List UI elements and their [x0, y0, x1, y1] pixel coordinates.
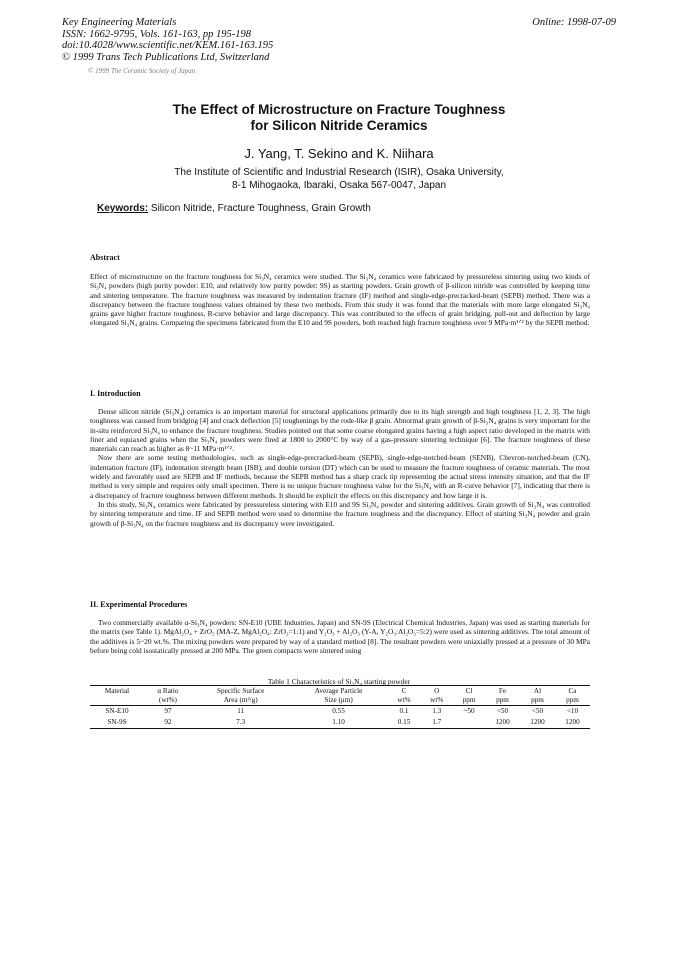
- table-cell: 1.3: [432, 707, 442, 715]
- abstract-text: Effect of microstructure on the fracture toughness for Si₃N₄ ceramics were studied. The Si₃N₄ ceramics were fabricated by pressureless sintering using two kinds of Si₃N₄ powders (high purity powder: E10, and relatively low purity powder: 9S) as starting powders. Grain growth of β-silicon nitride was controlled by keeping time and sintering temperature. The fracture toughness was measured by indentation fracture (IF) method and single-edge-precracked-beam (SEPB) method. There was a discrepancy between the fracture toughness values obtained by these two methods. From this study it was found that the materials with more large elongated Si₃N₄ grains gave higher fracture toughness, R-curve behavior and large discrepancy. This was contributed to the effects of grain bridging, pull-out and deflection by large elongated Si₃N₄ grains. Comparing the specimens fabricated from the E10 and 9S powders, both reached high fracture toughness over 9 MPa·m¹ᐟ² by the SEPB method.: [90, 272, 590, 328]
- table-cell: 1200: [495, 718, 510, 726]
- table-cell: 0.55: [332, 707, 345, 715]
- col-particle-size: Average Particle Size (μm): [314, 687, 363, 704]
- col-c: C wt%: [397, 687, 411, 704]
- table-cell: 92: [164, 718, 172, 726]
- table-cell: 1.7: [432, 718, 442, 726]
- col-alpha-ratio: α Ratio (wt%): [157, 687, 179, 704]
- table-header-row: [90, 686, 590, 706]
- table-cell: SN-E10: [105, 707, 129, 715]
- table-cell: 1200: [565, 718, 580, 726]
- copyright-line: © 1999 Trans Tech Publications Ltd, Switzerland: [62, 51, 270, 63]
- table-cell: SN-9S: [107, 718, 127, 726]
- online-date: Online: 1998-07-09: [532, 17, 616, 28]
- col-cl: Cl ppm: [462, 687, 476, 704]
- table-1: [90, 685, 590, 729]
- table-cell: ~50: [463, 707, 475, 715]
- title-line-2: for Silicon Nitride Ceramics: [250, 118, 428, 133]
- table-cell: 7.3: [236, 718, 246, 726]
- introduction-body: [90, 407, 590, 528]
- intro-paragraph-1: Dense silicon nitride (Si₃N₄) ceramics is an important material for structural applications primarily due to its high strength and high toughness [1, 2, 3]. The high toughness was caused from bridging [4] and crack deflection [5] toughenings by the rode-like β grain. Abnormal grain growth of β-Si₃N₄ grains is very important for the in-situ reinforced Si₃N₄ to enhance the fracture toughness. Studies pointed out that some coarse elongated grains having a high aspect ratio developed in the matrix with finer and equiaxed grains when the Si₃N₄ powders were fired at 1800 to 2000°C by way of a gas-pressure sintering technique [6]. The fracture toughness of these materials can reach as higher as 8~11 MPa·m¹ᐟ².: [90, 407, 590, 454]
- table-cell: 0.1: [399, 707, 409, 715]
- col-specific-surface: Specific Surface Area (m²/g): [217, 687, 265, 704]
- col-o: O wt%: [430, 687, 444, 704]
- intro-paragraph-2: Now there are some testing methodologies, such as single-edge-precracked-beam (SEPB), single-edge-notched-beam (SENB), Chevron-notched-beam (CN), indentation fracture (IF), indentation strength beam (ISB), and double torsion (DT) which can be used to measure the fracture toughness of ceramic materials. The most widely and favorably used are SEPB and IF methods, because the SEPB method has a sharp crack tip representing the actual stress intensity situation, and that the IF method is very simple and requires only small specimen. There is no unique fracture toughness value for the Si₃N₄ with an R-curve behavior [7], indicating that there is a discrepancy of fracture toughness between different methods. It should be explicit the effects on this discrepancy and how large it is.: [90, 453, 590, 500]
- col-material: Material: [104, 687, 130, 695]
- table-cell: 0.15: [397, 718, 411, 726]
- affiliation: [0, 167, 678, 192]
- table-cell: 11: [237, 707, 245, 715]
- affiliation-line-2: 8-1 Mihogaoka, Ibaraki, Osaka 567-0047, Japan: [231, 179, 447, 191]
- col-ca: Ca ppm: [566, 687, 579, 704]
- col-fe: Fe ppm: [496, 687, 509, 704]
- introduction-heading: I. Introduction: [90, 389, 141, 398]
- table-cell: <50: [531, 707, 544, 715]
- table-cell: 1200: [530, 718, 545, 726]
- keywords-label: Keywords:: [97, 203, 149, 214]
- table-row: [90, 706, 590, 718]
- experimental-paragraph-1: Two commercially available α-Si₃N₄ powders: SN-E10 (UBE Industries, Japan) and SN-9S (Electrical Chemical Industries, Japan) was used as starting materials for the matrix (see Table 1). MgAl₂O₄ + ZrO₂ (MA-Z, MgAl₂O₄: ZrO₂=1:1) and Y₂O₃ + Al₂O₃ (Y-A, Y₂O₃:Al₂O₃=5:2) were used as sintering additives. The total amount of the additives is 5~20 wt.%. The mixing powders were prepared by way of a standard method [8]. The resultant powders were uniaxially pressed at a pressure of 30 MPa before being cold isostatically pressed at 200 MPa. The green compacts were sintered using: [90, 618, 590, 655]
- keywords-list: Silicon Nitride, Fracture Toughness, Grain Growth: [150, 203, 371, 214]
- issn-line: ISSN: 1662-9795, Vols. 161-163, pp 195-198: [62, 28, 251, 40]
- col-al: Al ppm: [531, 687, 544, 704]
- journal-header: [62, 17, 273, 63]
- doi-line[interactable]: doi:10.4028/www.scientific.net/KEM.161-163.195: [62, 40, 274, 51]
- table-1-caption: Table 1 Characteristics of Si₃N₄ starting powder: [267, 677, 411, 686]
- table-cell: 97: [164, 707, 172, 715]
- abstract-body: [90, 272, 590, 328]
- title-line-1: The Effect of Microstructure on Fracture Toughness: [172, 102, 506, 117]
- authors: J. Yang, T. Sekino and K. Niihara: [244, 146, 434, 161]
- faint-society-line: © 1999 The Ceramic Society of Japan: [88, 67, 196, 75]
- abstract-heading: Abstract: [90, 253, 120, 262]
- experimental-body: [90, 618, 590, 655]
- intro-paragraph-3: In this study, Si₃N₄ ceramics were fabricated by pressureless sintering with E10 and 9S Si₃N₄ powder and sintering additives. Grain growth of Si₃N₄ was controlled by sintering temperature and time. IF and SEPB method were used to determine the fracture toughness and the discrepancy. Effect of starting Si₃N₄ powder and grain growth of β-Si₃N₄ on the fracture toughness and its discrepancy were investigated.: [90, 499, 590, 528]
- affiliation-line-1: The Institute of Scientific and Industrial Research (ISIR), Osaka University,: [174, 167, 504, 178]
- keywords: [97, 203, 371, 214]
- table-cell: [453, 717, 485, 729]
- table-cell: 1.10: [332, 718, 345, 726]
- journal-name: Key Engineering Materials: [62, 17, 177, 28]
- table-cell: <10: [566, 707, 579, 715]
- paper-title: [0, 102, 678, 134]
- table-row: [90, 717, 590, 729]
- table-cell: <50: [496, 707, 509, 715]
- experimental-heading: II. Experimental Procedures: [90, 600, 188, 609]
